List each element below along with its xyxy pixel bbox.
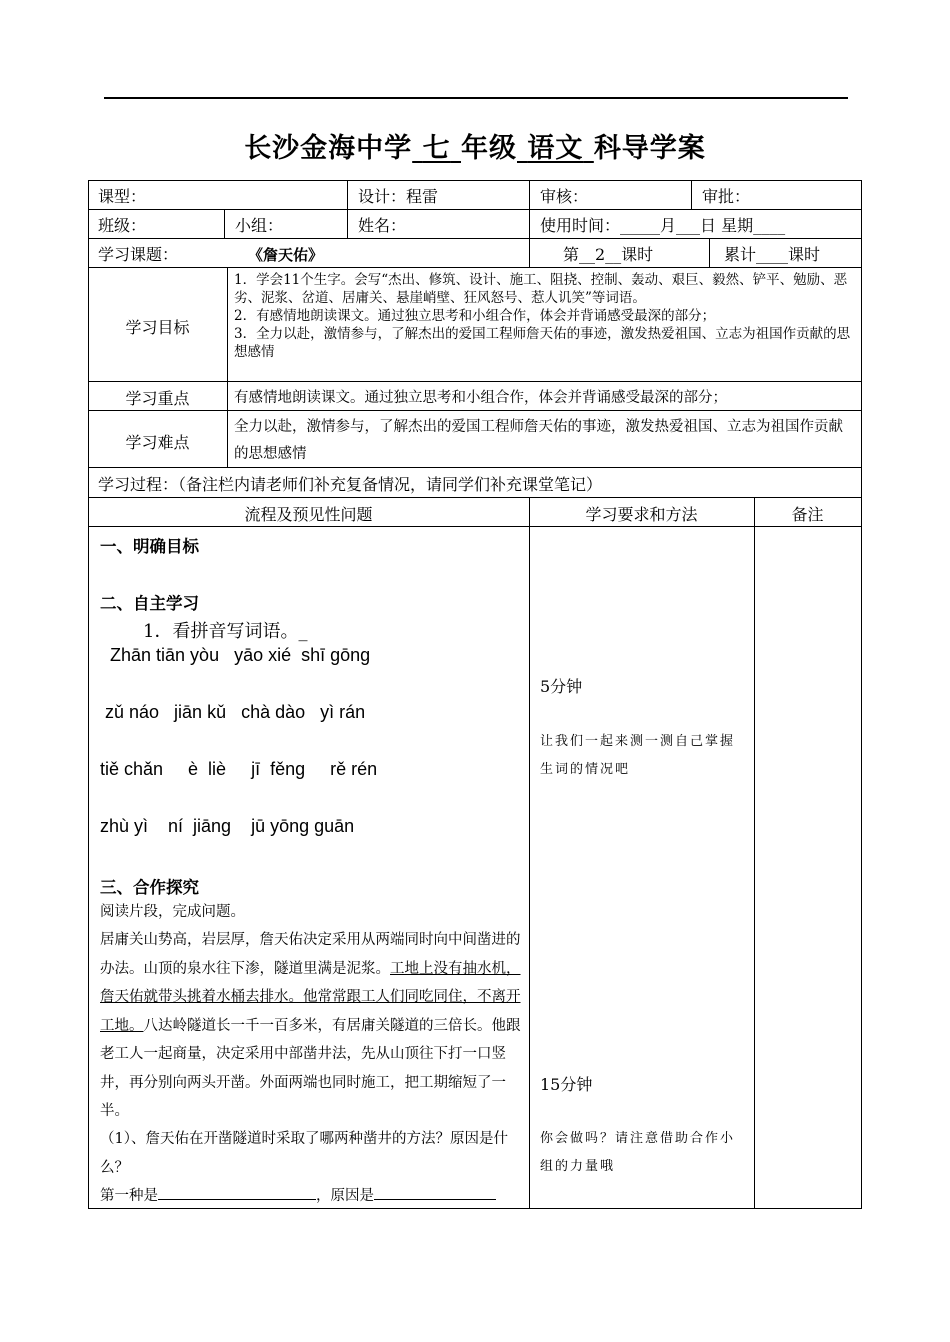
column-header-method: 学习要求和方法: [585, 505, 698, 524]
section-self-study: 二、自主学习: [100, 594, 199, 613]
lesson-type-label: 课型：: [98, 187, 147, 206]
section-goals: 一、明确目标: [100, 537, 199, 556]
answer-line: 第一种是 ，原因是: [100, 1182, 522, 1211]
page-title: [0, 126, 950, 165]
lesson-topic: 《詹天佑》: [248, 246, 324, 264]
difficulty-text: 全力以赴，激情参与，了解杰出的爱国工程师詹天佑的事迹，激发热爱祖国、立志为祖国作贡献的思想感情: [234, 419, 843, 462]
topic-label: 学习课题：: [98, 245, 179, 264]
usage-time: 使用时间：_____月___日 星期____: [540, 216, 786, 235]
method-note-2: 你会做吗？请注意借助合作小组的力量哦: [540, 1131, 736, 1174]
class-label: 班级：: [98, 216, 147, 235]
focus-text: 有感情地朗读课文。通过独立思考和小组合作，体会并背诵感受最深的部分；: [234, 390, 727, 406]
subject: 语文: [527, 133, 584, 164]
header-rule: [104, 97, 848, 99]
goal-item: 3．全力以赴，激情参与，了解杰出的爱国工程师詹天佑的事迹，激发热爱祖国、立志为祖国作贡献的思想感情: [234, 326, 851, 360]
doc-type: 科导学案: [593, 133, 706, 164]
total-period-field: 累计____课时: [724, 245, 821, 264]
goal-item: 2．有感情地朗读课文。通过独立思考和小组合作，体会并背诵感受最深的部分；: [234, 308, 716, 324]
goals-label: 学习目标: [125, 318, 190, 337]
goals-list: [228, 269, 860, 363]
pinyin-row: zhù yì ní jiāng jū yōng guān: [100, 816, 355, 836]
question-1: （1）、詹天佑在开凿隧道时采取了哪两种凿井的方法？原因是什么？: [100, 1131, 508, 1176]
grade-suffix: 年级: [461, 133, 517, 164]
approver-field: 审批：: [702, 187, 751, 206]
name-label: 姓名：: [358, 216, 407, 235]
time-note-2: 15分钟: [540, 1075, 593, 1094]
reading-passage: 居庸关山势高，岩层厚，詹天佑决定采用从两端同时向中间凿进的办法。山顶的泉水往下渗，隧道里满是泥浆。工地上没有抽水机，詹天佑就带头挑着水桶去排水。他常常跟工人们同吃同住，不离开工地。八达岭隧道长一千一百多米，有居庸关隧道的三倍长。他跟老工人一起商量，决定采用中部凿井法，先从山顶往下打一口竖井，再分别向两头开凿。外面两端也同时施工，把工期缩短了一半。: [100, 932, 521, 1119]
time-note-1: 5分钟: [540, 677, 583, 696]
answer-blank-2[interactable]: [374, 1183, 496, 1200]
designer-field: 设计：程雷: [358, 187, 439, 206]
group-label: 小组：: [235, 216, 284, 235]
answer-blank-1[interactable]: [158, 1183, 316, 1200]
question-pinyin: 1．看拼音写词语。_: [143, 621, 308, 642]
difficulty-label: 学习难点: [125, 433, 190, 452]
grade: 七: [422, 133, 451, 164]
method-note-1: 让我们一起来测一测自己掌握生词的情况吧: [540, 734, 736, 777]
goal-item: 1．学会11个生字。会写“杰出、修筑、设计、施工、阻挠、控制、轰动、艰巨、毅然、铲平、勉励、恶劣、泥浆、岔道、居庸关、悬崖峭壁、狂风怒号、惹人讥笑”等词语。: [234, 272, 848, 306]
pinyin-row: zǔ náo jiān kǔ chà dào yì rán: [100, 702, 366, 722]
focus-label: 学习重点: [125, 389, 190, 408]
process-label: 学习过程：（备注栏内请老师们补充复备情况，请同学们补充课堂笔记）: [98, 475, 603, 494]
pinyin-row: tiě chǎn è liè jī fěng rě rén: [100, 759, 378, 779]
column-header-notes: 备注: [791, 505, 824, 524]
column-header-flow: 流程及预见性问题: [244, 505, 373, 524]
period-field: 第__2__课时: [563, 245, 654, 264]
pinyin-row: Zhān tiān yòu yāo xié shī gōng: [100, 645, 371, 665]
school-name: 长沙金海中学: [244, 133, 413, 164]
section-cooperation: 三、合作探究: [100, 878, 199, 897]
reviewer-field: 审核：: [540, 187, 589, 206]
reading-instruction: 阅读片段，完成问题。: [100, 904, 245, 920]
